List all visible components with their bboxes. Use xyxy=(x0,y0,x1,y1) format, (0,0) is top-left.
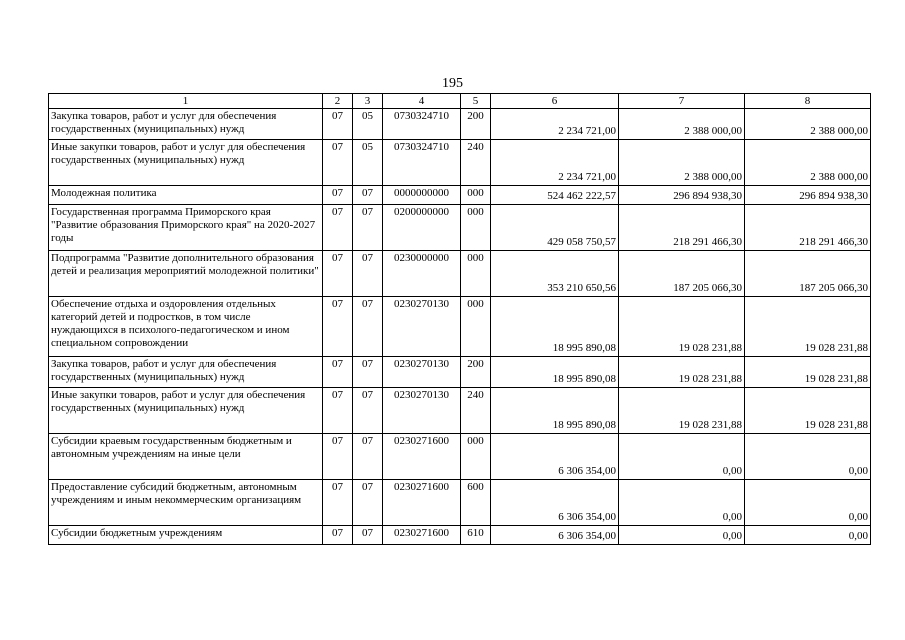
table-row xyxy=(49,388,871,434)
amount-col-6: 18 995 890,08 xyxy=(491,388,619,434)
table-row xyxy=(49,297,871,357)
amount-col-8: 2 388 000,00 xyxy=(745,109,871,140)
expense-type-code: 000 xyxy=(461,205,491,251)
amount-col-8: 2 388 000,00 xyxy=(745,140,871,186)
section-code: 07 xyxy=(323,388,353,434)
amount-col-8: 19 028 231,88 xyxy=(745,297,871,357)
table-header-row xyxy=(49,94,871,109)
target-article-code: 0230270130 xyxy=(383,297,461,357)
section-code: 07 xyxy=(323,109,353,140)
expense-type-code: 000 xyxy=(461,434,491,480)
expense-type-code: 200 xyxy=(461,109,491,140)
amount-col-6: 429 058 750,57 xyxy=(491,205,619,251)
amount-col-6: 6 306 354,00 xyxy=(491,480,619,526)
row-description: Иные закупки товаров, работ и услуг для обеспечения государственных (муниципальных) нужд xyxy=(49,140,323,186)
subsection-code: 07 xyxy=(353,186,383,205)
amount-col-8: 0,00 xyxy=(745,526,871,545)
header-col-3: 3 xyxy=(353,94,383,109)
amount-col-7: 187 205 066,30 xyxy=(619,251,745,297)
expense-type-code: 610 xyxy=(461,526,491,545)
subsection-code: 07 xyxy=(353,357,383,388)
table-row xyxy=(49,109,871,140)
section-code: 07 xyxy=(323,186,353,205)
amount-col-8: 218 291 466,30 xyxy=(745,205,871,251)
row-description: Молодежная политика xyxy=(49,186,323,205)
row-description: Закупка товаров, работ и услуг для обеспечения государственных (муниципальных) нужд xyxy=(49,357,323,388)
header-col-2: 2 xyxy=(323,94,353,109)
amount-col-6: 18 995 890,08 xyxy=(491,357,619,388)
row-description: Закупка товаров, работ и услуг для обеспечения государственных (муниципальных) нужд xyxy=(49,109,323,140)
header-col-7: 7 xyxy=(619,94,745,109)
table-row xyxy=(49,205,871,251)
subsection-code: 07 xyxy=(353,251,383,297)
expense-type-code: 600 xyxy=(461,480,491,526)
amount-col-7: 296 894 938,30 xyxy=(619,186,745,205)
section-code: 07 xyxy=(323,205,353,251)
subsection-code: 07 xyxy=(353,434,383,480)
subsection-code: 07 xyxy=(353,480,383,526)
row-description: Государственная программа Приморского края "Развитие образования Приморского края" на 2020-2027 годы xyxy=(49,205,323,251)
amount-col-6: 524 462 222,57 xyxy=(491,186,619,205)
amount-col-8: 0,00 xyxy=(745,434,871,480)
page-number: 195 xyxy=(442,76,463,91)
subsection-code: 07 xyxy=(353,205,383,251)
subsection-code: 07 xyxy=(353,526,383,545)
amount-col-7: 2 388 000,00 xyxy=(619,140,745,186)
target-article-code: 0230271600 xyxy=(383,434,461,480)
amount-col-7: 19 028 231,88 xyxy=(619,357,745,388)
section-code: 07 xyxy=(323,480,353,526)
subsection-code: 05 xyxy=(353,109,383,140)
header-col-5: 5 xyxy=(461,94,491,109)
amount-col-8: 296 894 938,30 xyxy=(745,186,871,205)
header-col-8: 8 xyxy=(745,94,871,109)
expense-type-code: 240 xyxy=(461,388,491,434)
expense-type-code: 000 xyxy=(461,297,491,357)
section-code: 07 xyxy=(323,297,353,357)
row-description: Субсидии бюджетным учреждениям xyxy=(49,526,323,545)
amount-col-7: 19 028 231,88 xyxy=(619,388,745,434)
amount-col-6: 6 306 354,00 xyxy=(491,526,619,545)
amount-col-8: 187 205 066,30 xyxy=(745,251,871,297)
amount-col-7: 2 388 000,00 xyxy=(619,109,745,140)
amount-col-6: 2 234 721,00 xyxy=(491,109,619,140)
amount-col-7: 0,00 xyxy=(619,480,745,526)
row-description: Иные закупки товаров, работ и услуг для обеспечения государственных (муниципальных) нужд xyxy=(49,388,323,434)
expense-type-code: 200 xyxy=(461,357,491,388)
expense-type-code: 240 xyxy=(461,140,491,186)
target-article-code: 0230270130 xyxy=(383,388,461,434)
target-article-code: 0230000000 xyxy=(383,251,461,297)
table-row xyxy=(49,526,871,545)
amount-col-6: 18 995 890,08 xyxy=(491,297,619,357)
amount-col-8: 19 028 231,88 xyxy=(745,357,871,388)
amount-col-8: 0,00 xyxy=(745,480,871,526)
amount-col-7: 0,00 xyxy=(619,434,745,480)
header-col-6: 6 xyxy=(491,94,619,109)
section-code: 07 xyxy=(323,526,353,545)
amount-col-6: 2 234 721,00 xyxy=(491,140,619,186)
row-description: Обеспечение отдыха и оздоровления отдельных категорий детей и подростков, в том числе нуждающихся в психолого-педагогическом и ином специальном сопровождении xyxy=(49,297,323,357)
section-code: 07 xyxy=(323,357,353,388)
target-article-code: 0730324710 xyxy=(383,140,461,186)
table-row xyxy=(49,251,871,297)
expense-type-code: 000 xyxy=(461,186,491,205)
subsection-code: 07 xyxy=(353,388,383,434)
amount-col-7: 19 028 231,88 xyxy=(619,297,745,357)
target-article-code: 0230271600 xyxy=(383,480,461,526)
table-row xyxy=(49,140,871,186)
header-col-4: 4 xyxy=(383,94,461,109)
amount-col-7: 218 291 466,30 xyxy=(619,205,745,251)
table-row xyxy=(49,357,871,388)
section-code: 07 xyxy=(323,140,353,186)
target-article-code: 0200000000 xyxy=(383,205,461,251)
table-row xyxy=(49,186,871,205)
target-article-code: 0230271600 xyxy=(383,526,461,545)
target-article-code: 0230270130 xyxy=(383,357,461,388)
target-article-code: 0000000000 xyxy=(383,186,461,205)
section-code: 07 xyxy=(323,434,353,480)
amount-col-8: 19 028 231,88 xyxy=(745,388,871,434)
row-description: Предоставление субсидий бюджетным, автономным учреждениям и иным некоммерческим организациям xyxy=(49,480,323,526)
amount-col-6: 353 210 650,56 xyxy=(491,251,619,297)
amount-col-6: 6 306 354,00 xyxy=(491,434,619,480)
row-description: Подпрограмма "Развитие дополнительного образования детей и реализация мероприятий молодежной политики" xyxy=(49,251,323,297)
target-article-code: 0730324710 xyxy=(383,109,461,140)
section-code: 07 xyxy=(323,251,353,297)
subsection-code: 05 xyxy=(353,140,383,186)
table-row xyxy=(49,434,871,480)
amount-col-7: 0,00 xyxy=(619,526,745,545)
budget-table xyxy=(48,93,871,545)
expense-type-code: 000 xyxy=(461,251,491,297)
subsection-code: 07 xyxy=(353,297,383,357)
header-col-1: 1 xyxy=(49,94,323,109)
table-row xyxy=(49,480,871,526)
row-description: Субсидии краевым государственным бюджетным и автономным учреждениям на иные цели xyxy=(49,434,323,480)
